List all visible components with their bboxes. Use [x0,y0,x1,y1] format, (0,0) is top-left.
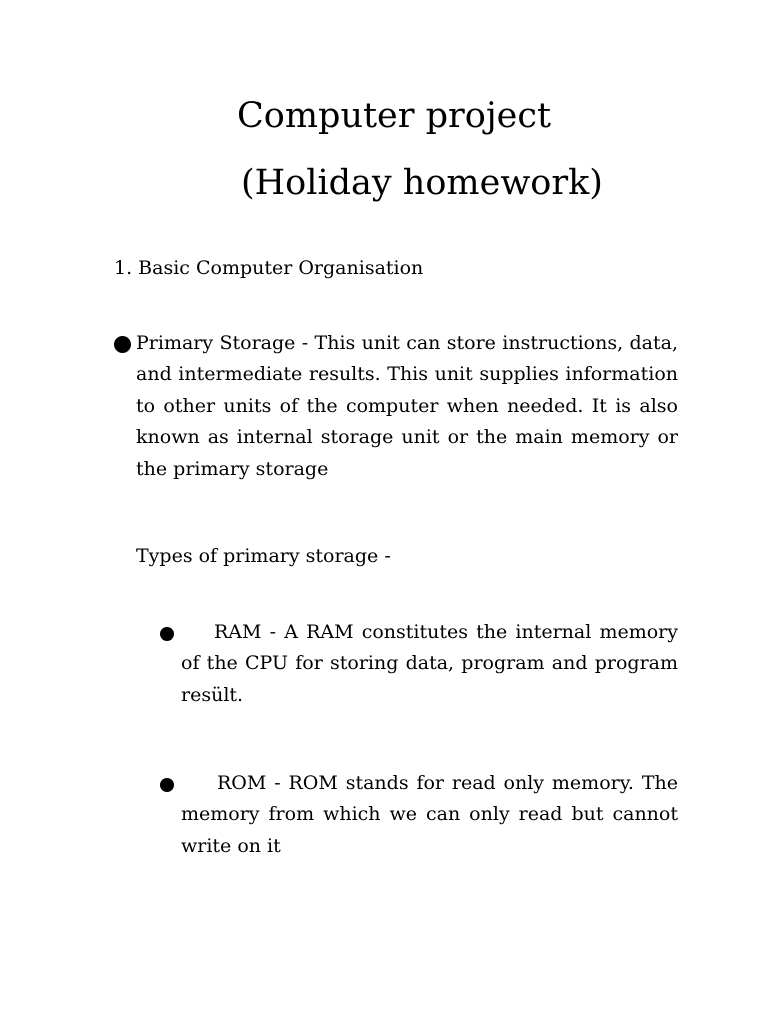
rom-bullet [158,768,678,862]
ram-bullet [158,617,678,711]
primary-storage-text: Primary Storage - This unit can store instructions, data, and intermediate results. This unit supplies information to other units of the computer when needed. It is also known as internal storage unit or the main memory or the primary storage [136,332,678,480]
section-heading: 1. Basic Computer Organisation [114,257,424,279]
bullet-dot-icon [160,778,174,792]
rom-text: ROM - ROM stands for read only memory. The memory from which we can only read but cannot write on it [181,772,678,857]
types-heading: Types of primary storage - [136,545,391,567]
bullet-dot-icon [160,627,174,641]
document-title: Computer project [237,96,552,136]
bullet-dot-icon [114,336,131,353]
ram-text: RAM - A RAM constitutes the internal memory of the CPU for storing data, program and program resült. [181,621,678,706]
primary-storage-bullet [114,328,678,485]
document-subtitle: (Holiday homework) [241,163,603,203]
